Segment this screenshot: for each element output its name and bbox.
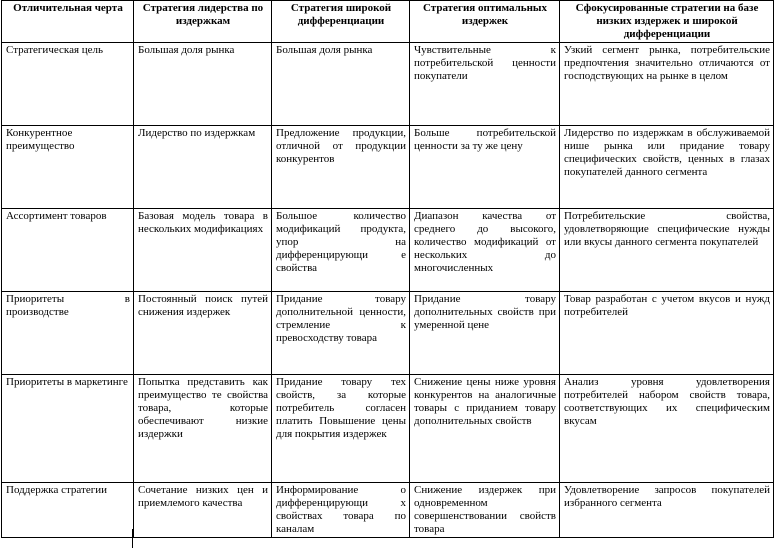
cell-broad-differentiation: Большая доля рынка [272, 43, 410, 126]
cell-broad-differentiation: Придание товару дополнительной ценности, стремление к превосходству товара [272, 292, 410, 375]
cell-focused: Удовлетворение запросов покупателей избранного сегмента [560, 483, 774, 538]
cell-broad-differentiation: Придание товару тех свойств, за которые потребитель согласен платить Повышение цены для покрытия издержек [272, 375, 410, 483]
table-row [2, 43, 774, 126]
header-row [2, 1, 774, 43]
header-best-cost: Стратегия оптимальных издержек [410, 1, 560, 43]
cell-focused: Лидерство по издержкам в обслуживаемой нише рынка или придание товару специфических свойств, ценных в глазах покупателей данного сегмента [560, 126, 774, 209]
cell-cost-leadership: Большая доля рынка [134, 43, 272, 126]
cell-cost-leadership: Сочетание низких цен и приемлемого качества [134, 483, 272, 538]
cell-cost-leadership: Базовая модель товара в нескольких модификациях [134, 209, 272, 292]
header-focused-strategies: Сфокусированные стратегии на базе низких издержек и широкой дифференциации [560, 1, 774, 43]
table-row [2, 292, 774, 375]
cell-broad-differentiation: Предложение продукции, отличной от продукции конкурентов [272, 126, 410, 209]
table-row [2, 483, 774, 538]
cell-cost-leadership: Попытка представить как преимущество те свойства товара, которые обеспечивают низкие издержки [134, 375, 272, 483]
table-row [2, 126, 774, 209]
table-row [2, 209, 774, 292]
cell-cost-leadership: Постоянный поиск путей снижения издержек [134, 292, 272, 375]
column-divider-line [132, 529, 133, 548]
row-feature: Приоритеты в маркетинге [2, 375, 134, 483]
row-feature: Стратегическая цель [2, 43, 134, 126]
header-cost-leadership: Стратегия лидерства по издержкам [134, 1, 272, 43]
cell-focused: Узкий сегмент рынка, потребительские предпочтения значительно отличаются от господствующих на рынке в целом [560, 43, 774, 126]
row-feature: Приоритеты в производстве [2, 292, 134, 375]
table-row [2, 375, 774, 483]
cell-cost-leadership: Лидерство по издержкам [134, 126, 272, 209]
cell-best-cost: Диапазон качества от среднего до высокого, количество модификаций от нескольких до многочисленных [410, 209, 560, 292]
cell-focused: Товар разработан с учетом вкусов и нужд потребителей [560, 292, 774, 375]
cell-best-cost: Снижение цены ниже уровня конкурентов на аналогичные товары с приданием товару дополнительных свойств [410, 375, 560, 483]
header-broad-differentiation: Стратегия широкой дифференциации [272, 1, 410, 43]
header-feature: Отличительная черта [2, 1, 134, 43]
row-feature: Ассортимент товаров [2, 209, 134, 292]
row-feature: Конкурентное преимущество [2, 126, 134, 209]
cell-focused: Анализ уровня удовлетворения потребителей набором свойств товара, соответствующих их специфическим вкусам [560, 375, 774, 483]
cell-broad-differentiation: Большое количество модификаций продукта, упор на дифференцирующи е свойства [272, 209, 410, 292]
cell-best-cost: Придание товару дополнительных свойств при умеренной цене [410, 292, 560, 375]
cell-best-cost: Чувствительные к потребительской ценности покупатели [410, 43, 560, 126]
cell-broad-differentiation: Информирование о дифференцирующи х свойствах товара по каналам [272, 483, 410, 538]
row-feature: Поддержка стратегии [2, 483, 134, 538]
cell-best-cost: Больше потребительской ценности за ту же цену [410, 126, 560, 209]
cell-focused: Потребительские свойства, удовлетворяющие специфические нужды или вкусы данного сегмента покупателей [560, 209, 774, 292]
cell-best-cost: Снижение издержек при одновременном совершенствовании свойств товара [410, 483, 560, 538]
strategy-comparison-table [1, 0, 774, 538]
